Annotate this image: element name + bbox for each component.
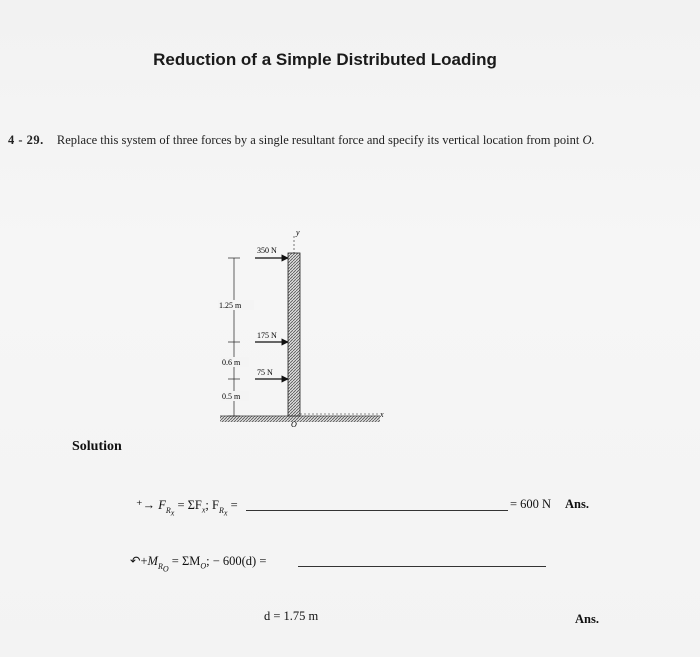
solution-heading: Solution (72, 439, 122, 454)
answer-label-1: Ans. (565, 497, 589, 511)
ground (220, 416, 380, 422)
force-result: = 600 N (510, 497, 552, 511)
dim-label-2: 0.6 m (222, 358, 241, 367)
force-label-350: 350 N (257, 246, 277, 255)
column (288, 253, 300, 416)
force-label-175: 175 N (257, 331, 277, 340)
problem-statement (8, 133, 595, 148)
answer-label-2: Ans. (575, 612, 599, 626)
equation-moment-sum: $↶+M_{R_O} = \Sigma M_O$; − 600(d) = (130, 554, 267, 574)
dim-label-3: 0.5 m (222, 392, 241, 401)
force-diagram (200, 228, 400, 438)
problem-text: Replace this system of three forces by a single resultant force and specify its vertical location from point (56, 133, 580, 147)
moment-arrow-icon: ↶ (130, 554, 141, 568)
distance-result: d = 1.75 m (264, 609, 319, 623)
origin-label: O (291, 420, 297, 429)
x-axis-label: x (380, 410, 384, 419)
problem-number: 4 - 29. (8, 133, 44, 147)
force-label-75: 75 N (257, 368, 273, 377)
problem-point: O. (582, 133, 595, 147)
arrow-icon: ⁺→ (136, 498, 159, 512)
y-axis-label: y (296, 228, 300, 237)
answer-blank-1 (246, 510, 508, 511)
answer-blank-2 (298, 566, 546, 567)
dim-label-1: 1.25 m (219, 301, 242, 310)
equation-force-sum: ⁺→ $F_{R_x} = \Sigma F_x$; $F_{R_x}$ = (136, 498, 238, 518)
page-title: Reduction of a Simple Distributed Loading (153, 50, 497, 69)
